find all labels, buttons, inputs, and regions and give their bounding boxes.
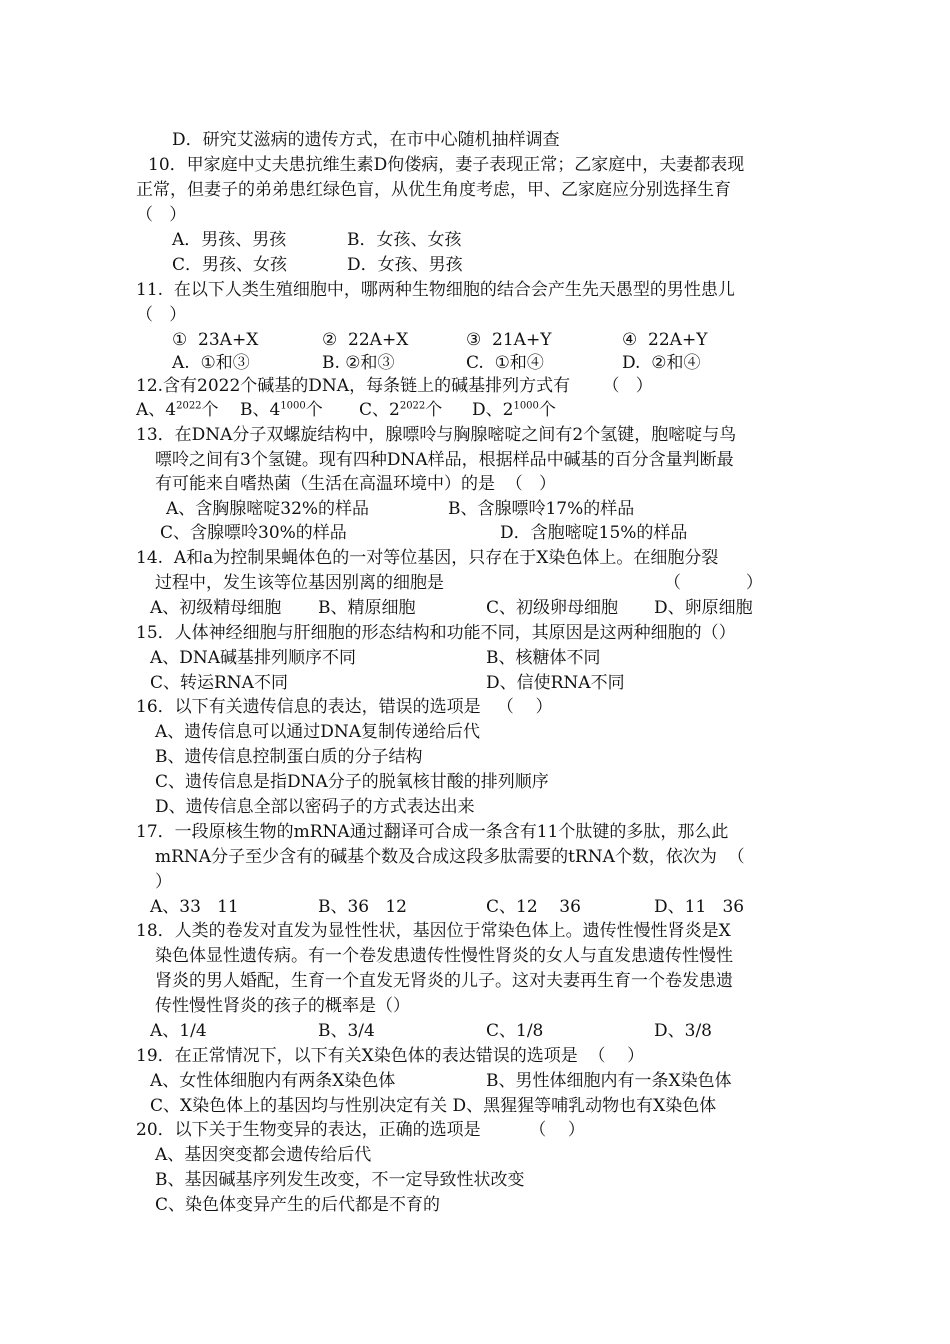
q12-option-b (240, 398, 323, 422)
q19-option-c-d: C、X染色体上的基因均与性别决定有关 D、黑猩猩等哺乳动物也有X染色体 (150, 1096, 717, 1116)
q11-cell-2: ② 22A+X (322, 330, 409, 350)
q11-answer-blank: （ ） (136, 305, 187, 325)
q18-stem-line2: 染色体显性遗传病。有一个卷发患遗传性慢性肾炎的女人与直发患遗传性慢性 (155, 946, 733, 966)
q20-option-c: C、染色体变异产生的后代都是不育的 (155, 1195, 441, 1215)
q9-option-d: D．研究艾滋病的遗传方式，在市中心随机抽样调查 (172, 130, 560, 150)
q14-stem-line2: 过程中，发生该等位基因别离的细胞是 (155, 573, 444, 593)
q11-option-c: C. ①和④ (466, 353, 544, 373)
q19-option-a: A、女性体细胞内有两条X染色体 (150, 1071, 396, 1091)
q12-b-base: B、4 (240, 400, 281, 420)
q12-a-base: A、4 (136, 400, 177, 420)
q18-stem-line1: 18．人类的卷发对直发为显性性状，基因位于常染色体上。遗传性慢性肾炎是X (136, 921, 731, 941)
q20-option-a: A、基因突变都会遗传给后代 (155, 1145, 372, 1165)
q12-option-a (136, 398, 219, 422)
q13-option-b: B、含腺嘌呤17%的样品 (448, 499, 635, 519)
q17-stem-line3: ） (155, 872, 172, 892)
q10-stem-line2: 正常，但妻子的弟弟患红绿色盲，从优生角度考虑，甲、乙家庭应分别选择生育 (136, 180, 731, 200)
q18-stem-line4: 传性慢性肾炎的孩子的概率是（） (155, 996, 410, 1016)
q11-stem: 11. 在以下人类生殖细胞中，哪两种生物细胞的结合会产生先天愚型的男性患儿 (136, 280, 735, 300)
q16-stem: 16．以下有关遗传信息的表达，错误的选项是 （ ） (136, 697, 553, 717)
q15-stem: 15．人体神经细胞与肝细胞的形态结构和功能不同，其原因是这两种细胞的（） (136, 623, 736, 643)
q12-a-unit: 个 (201, 400, 219, 420)
q12-option-d (472, 398, 556, 422)
q12-c-base: C、2 (359, 400, 400, 420)
q12-d-exponent: 1000 (513, 400, 539, 412)
q16-option-a: A、遗传信息可以通过DNA复制传递给后代 (155, 722, 481, 742)
q13-stem-line2: 嘌呤之间有3个氢键。现有四种DNA样品，根据样品中碱基的百分含量判断最 (155, 450, 734, 470)
q10-answer-blank: （ ） (136, 205, 187, 225)
q14-answer-blank: （ ） (664, 573, 763, 593)
q18-option-d: D、3/8 (654, 1021, 712, 1041)
q10-option-c: C．男孩、女孩 (172, 255, 288, 275)
q15-option-b: B、核糖体不同 (486, 648, 601, 668)
q15-option-a: A、DNA碱基排列顺序不同 (150, 648, 357, 668)
q14-option-a: A、初级精母细胞 (150, 598, 282, 618)
q10-option-d: D．女孩、男孩 (347, 255, 463, 275)
q12-c-unit: 个 (425, 400, 443, 420)
q14-option-d: D、卵原细胞 (654, 598, 753, 618)
q14-option-c: C、初级卵母细胞 (486, 598, 619, 618)
q10-stem-line1: 10．甲家庭中丈夫患抗维生素D佝偻病，妻子表现正常；乙家庭中，夫妻都表现 (148, 155, 745, 175)
q13-option-c: C、含腺嘌呤30%的样品 (160, 523, 347, 543)
q14-stem-line1: 14. A和a为控制果蝇体色的一对等位基因，只存在于X染色体上。在细胞分裂 (136, 548, 719, 568)
q12-b-unit: 个 (305, 400, 323, 420)
q18-option-c: C、1/8 (486, 1021, 544, 1041)
q13-option-a: A、含胸腺嘧啶32%的样品 (166, 499, 370, 519)
q17-stem-line2: mRNA分子至少含有的碱基个数及合成这段多肽需要的tRNA个数，依次为 （ (155, 847, 745, 867)
q18-stem-line3: 肾炎的男人婚配，生育一个直发无肾炎的儿子。这对夫妻再生育一个卷发患遗 (155, 971, 733, 991)
q13-stem-line3: 有可能来自嗜热菌（生活在高温环境中）的是 （ ） (155, 474, 557, 494)
q12-c-exponent: 2022 (399, 400, 426, 412)
q18-option-b: B、3/4 (318, 1021, 375, 1041)
q16-option-b: B、遗传信息控制蛋白质的分子结构 (155, 747, 423, 767)
q12-stem: 12.含有2022个碱基的DNA，每条链上的碱基排列方式有 （ ） (136, 376, 653, 396)
q17-option-d: D、11 36 (654, 897, 745, 917)
q12-b-exponent: 1000 (280, 400, 306, 412)
q19-option-b: B、男性体细胞内有一条X染色体 (486, 1071, 732, 1091)
q14-option-b: B、精原细胞 (318, 598, 416, 618)
q10-option-b: B．女孩、女孩 (347, 230, 462, 250)
q20-stem: 20．以下关于生物变异的表达，正确的选项是 （ ） (136, 1120, 585, 1140)
q12-d-unit: 个 (538, 400, 556, 420)
q17-stem-line1: 17．一段原核生物的mRNA通过翻译可合成一条含有11个肽键的多肽，那么此 (136, 822, 729, 842)
q13-stem-line1: 13．在DNA分子双螺旋结构中，腺嘌呤与胸腺嘧啶之间有2个氢键，胞嘧啶与鸟 (136, 425, 737, 445)
q11-option-d: D. ②和④ (622, 353, 701, 373)
q11-option-b: B. ②和③ (322, 353, 395, 373)
q17-option-c: C、12 36 (486, 897, 581, 917)
q15-option-d: D、信使RNA不同 (486, 673, 625, 693)
q15-option-c: C、转运RNA不同 (150, 673, 288, 693)
q12-a-exponent: 2022 (176, 400, 202, 412)
q12-d-base: D、2 (472, 400, 514, 420)
q13-option-d: D．含胞嘧啶15%的样品 (500, 523, 688, 543)
q11-option-a: A. ①和③ (172, 353, 250, 373)
q10-option-a: A．男孩、男孩 (172, 230, 287, 250)
q11-cell-4: ④ 22A+Y (622, 330, 708, 350)
q12-option-c (359, 398, 442, 422)
q18-option-a: A、1/4 (150, 1021, 207, 1041)
q16-option-d: D、遗传信息全部以密码子的方式表达出来 (155, 797, 475, 817)
q17-option-b: B、36 12 (318, 897, 407, 917)
q19-stem: 19．在正常情况下，以下有关X染色体的表达错误的选项是 （ ） (136, 1046, 645, 1066)
q11-cell-1: ① 23A+X (172, 330, 259, 350)
q16-option-c: C、遗传信息是指DNA分子的脱氧核甘酸的排列顺序 (155, 772, 549, 792)
q17-option-a: A、33 11 (150, 897, 239, 917)
q11-cell-3: ③ 21A+Y (466, 330, 552, 350)
q20-option-b: B、基因碱基序列发生改变，不一定导致性状改变 (155, 1170, 525, 1190)
